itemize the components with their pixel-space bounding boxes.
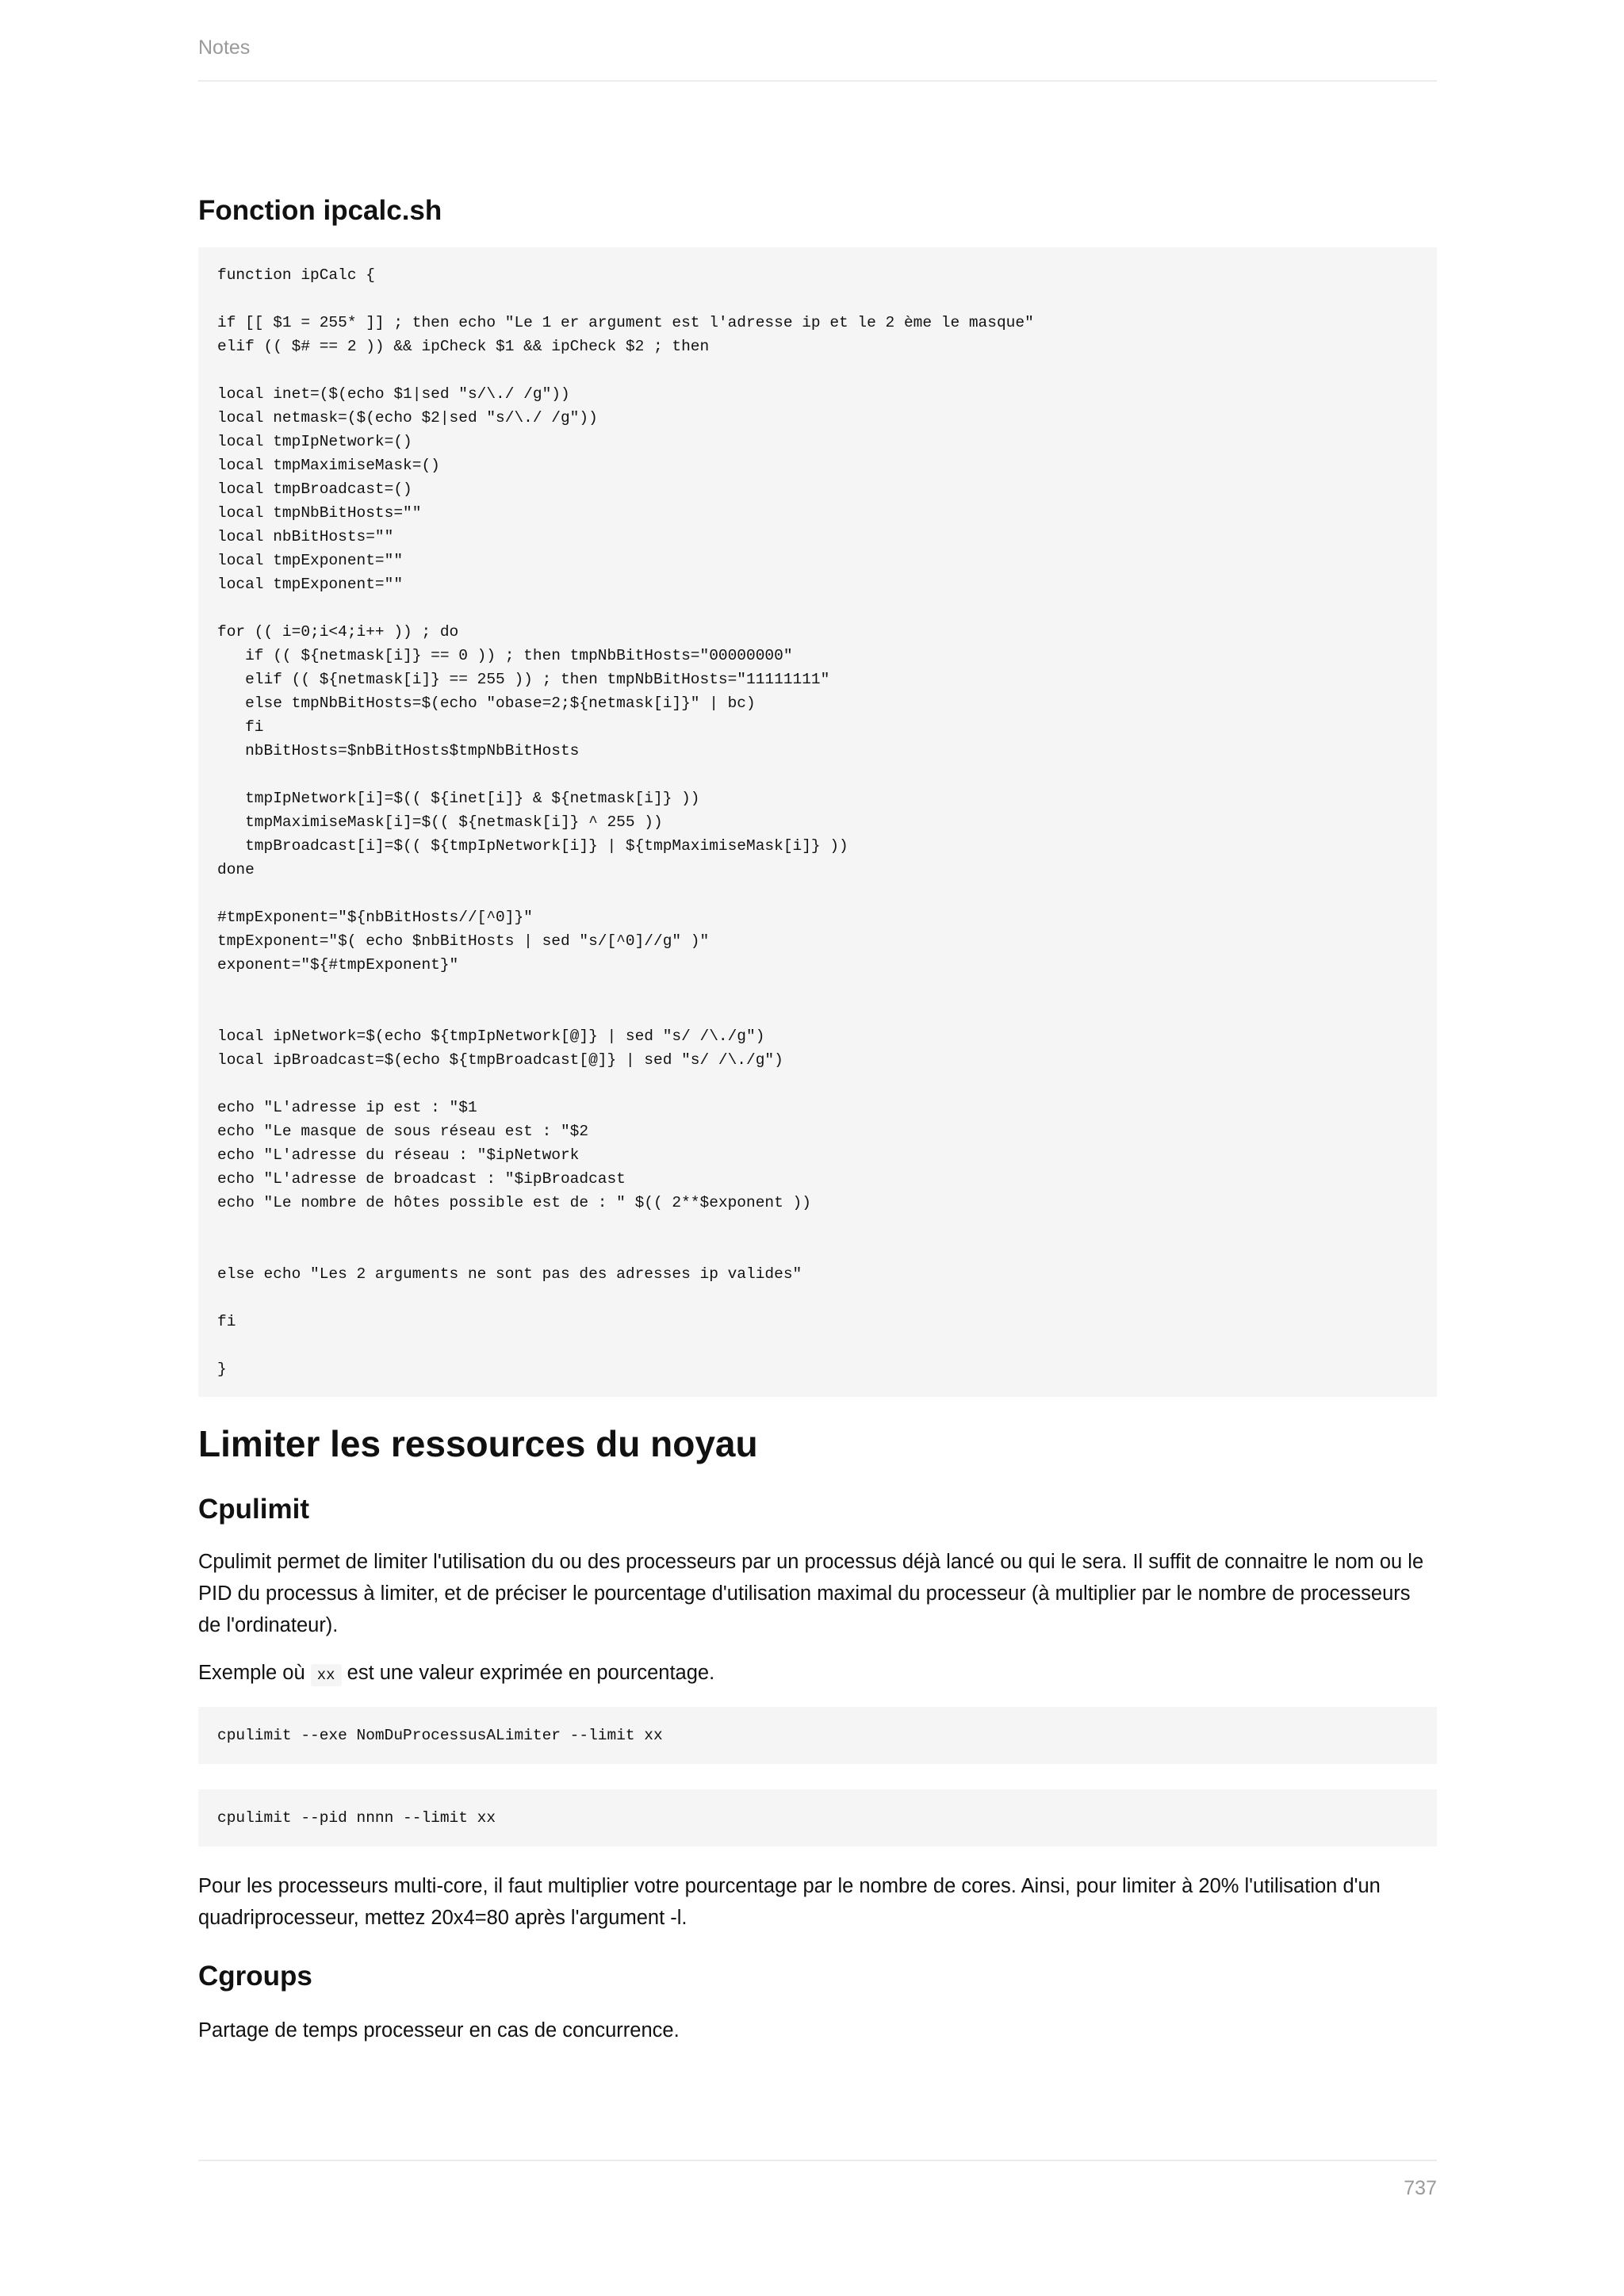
example-prefix: Exemple où [198, 1662, 311, 1684]
example-suffix: est une valeur exprimée en pourcentage. [341, 1662, 715, 1684]
paragraph-cpulimit-description: Cpulimit permet de limiter l'utilisation du ou des processeurs par un processus déjà lancé ou qui le sera. Il suffit de connaitre le nom ou le PID du processus à limiter, et de préciser le pourcentage d'utilisation maximal du processeur (à multiplier par le nombre de processeurs de l'ordinateur). [198, 1551, 1424, 1636]
paragraph-cgroups: Partage de temps processeur en cas de concurrence. [198, 2019, 680, 2042]
paragraph-multicore: Pour les processeurs multi-core, il faut multiplier votre pourcentage par le nombre de cores. Ainsi, pour limiter à 20% l'utilisation d'un quadriprocesseur, mettez 20x4=80 après l'argument -l. [198, 1875, 1381, 1929]
footer-divider [198, 2160, 1437, 2161]
page-number: 737 [1404, 2177, 1437, 2199]
code-block-cpulimit-exe: cpulimit --exe NomDuProcessusALimiter --limit xx [198, 1707, 1437, 1764]
main-content [198, 189, 1437, 2046]
heading-ipcalc: Fonction ipcalc.sh [198, 195, 442, 226]
inline-code-xx: xx [311, 1664, 342, 1686]
heading-limiter: Limiter les ressources du noyau [198, 1423, 758, 1464]
heading-cpulimit: Cpulimit [198, 1494, 309, 1525]
code-block-cpulimit-pid: cpulimit --pid nnnn --limit xx [198, 1789, 1437, 1846]
paragraph-example [198, 1657, 1437, 1691]
header-divider [198, 80, 1437, 82]
heading-cgroups: Cgroups [198, 1961, 312, 1992]
code-block-ipcalc: function ipCalc { if [[ $1 = 255* ]] ; then echo "Le 1 er argument est l'adresse ip et le 2 ème le masque" elif (( $# == 2 )) && ipCheck $1 && ipCheck $2 ; then local inet=($(echo $1|sed "s/\./ /g")) local netmask=($(echo $2|sed "s/\./ /g")) local tmpIpNetwork=() local tmpMaximiseMask=() local tmpBroadcast=() local tmpNbBitHosts="" local nbBitHosts="" local tmpExponent="" local tmpExponent="" for (( i=0;i<4;i++ )) ; do if (( ${netmask[i]} == 0 )) ; then tmpNbBitHosts="00000000" elif (( ${netmask[i]} == 255 )) ; then tmpNbBitHosts="11111111" else tmpNbBitHosts=$(echo "obase=2;${netmask[i]}" | bc) fi nbBitHosts=$nbBitHosts$tmpNbBitHosts tmpIpNetwork[i]=$(( ${inet[i]} & ${netmask[i]} )) tmpMaximiseMask[i]=$(( ${netmask[i]} ^ 255 )) tmpBroadcast[i]=$(( ${tmpIpNetwork[i]} | ${tmpMaximiseMask[i]} )) done #tmpExponent="${nbBitHosts//[^0]}" tmpExponent="$( echo $nbBitHosts | sed "s/[^0]//g" )" exponent="${#tmpExponent}" local ipNetwork=$(echo ${tmpIpNetwork[@]} | sed "s/ /\./g") local ipBroadcast=$(echo ${tmpBroadcast[@]} | sed "s/ /\./g") echo "L'adresse ip est : "$1 echo "Le masque de sous réseau est : "$2 echo "L'adresse du réseau : "$ipNetwork echo "L'adresse de broadcast : "$ipBroadcast echo "Le nombre de hôtes possible est de : " $(( 2**$exponent )) else echo "Les 2 arguments ne sont pas des adresses ip valides" fi } [198, 247, 1437, 1397]
running-header: Notes [198, 36, 251, 59]
